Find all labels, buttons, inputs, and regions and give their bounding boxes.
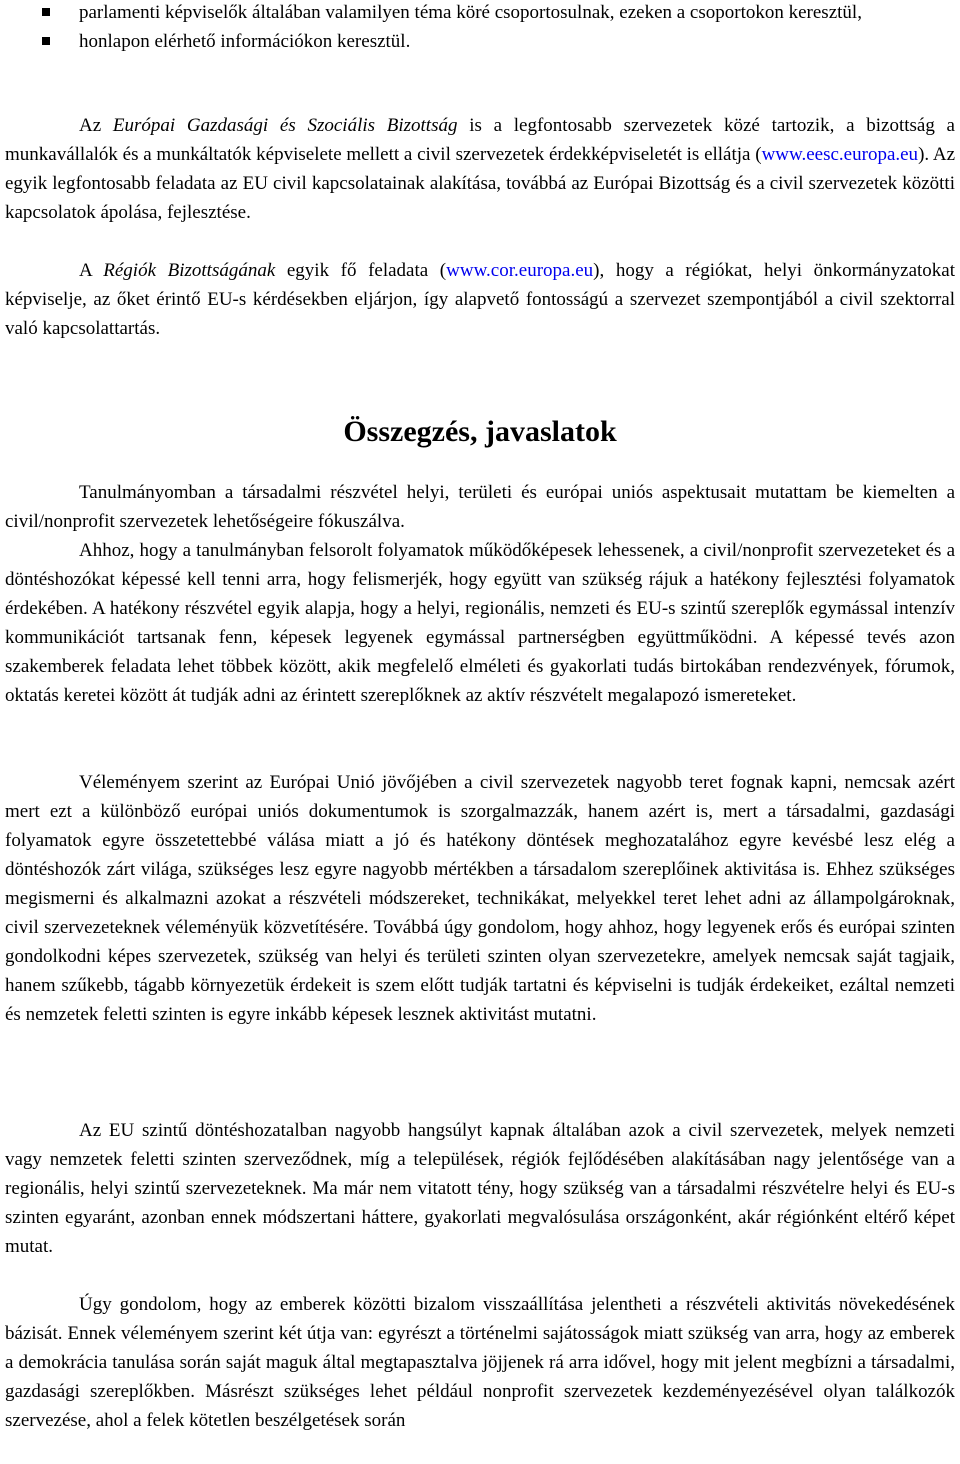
text-run: ), hogy a régiókat, helyi önkormányzatokat képviselje, az őket érintő EU-s kérdésekben eljárjon, így alapvető fontosságú a szervezet szempontjából a civil szektorral való kapcsolattartás. <box>5 260 955 339</box>
paragraph-eesc <box>5 111 955 227</box>
text-run: ). Az egyik legfontosabb feladata az EU civil kapcsolatainak alakítása, továbbá az Európai Bizottság és a civil szervezetek közötti kapcsolatok ápolása, fejlesztése. <box>5 144 955 223</box>
text-run: is a legfontosabb szervezetek közé tartozik, a bizottság a munkavállalók és a munkáltatók képviselete mellett a civil szervezetek érdekképviseletét is ellátja ( <box>5 115 955 165</box>
organization-name: Európai Gazdasági és Szociális Bizottság <box>112 115 458 136</box>
paragraph: Az EU szintű döntéshozatalban nagyobb hangsúlyt kapnak általában azok a civil szervezetek, melyek nemzeti vagy nemzetek feletti szinten szerveződnek, míg a települések, régiók fejlődésében alakításában nagy jelentősége van a regionális, helyi szintű szervezeteknek. Ma már nem vitatott tény, hogy szükség van a társadalmi részvételre helyi és EU-s szinten egyaránt, azonban ennek módszertani háttere, gyakorlati megvalósulása országonként, akár régiónként eltérő képet mutat. <box>5 1120 955 1257</box>
bullet-list <box>0 0 960 56</box>
organization-name: Régiók Bizottságának <box>103 260 276 281</box>
list-item <box>0 27 960 56</box>
paragraph: Úgy gondolom, hogy az emberek közötti bizalom visszaállítása jelentheti a részvételi aktivitás növekedésének bázisát. Ennek véleményem szerint két útja van: egyrészt a történelmi sajátosságok miatt szükség van arra, hogy az emberek a demokrácia tanulása során saját maguk által megtapasztalva jöjjenek rá arra idővel, hogy mit jelent megbízni a társadalmi, gazdasági szereplőkben. Másrészt szükséges lehet például nonprofit szervezetek kezdeményezésével olyan találkozók szervezése, ahol a felek kötetlen beszélgetések során <box>5 1294 955 1431</box>
paragraph-cor <box>5 256 955 343</box>
list-item-text: honlapon elérhető információkon keresztül. <box>79 31 411 52</box>
text-run: A <box>79 260 104 281</box>
text-run: Az <box>79 115 113 136</box>
paragraph: Ahhoz, hogy a tanulmányban felsorolt folyamatok működőképesek lehessenek, a civil/nonprofit szervezeteket és a döntéshozókat képessé kell tenni arra, hogy felismerjék, hogy együtt van szükség rájuk a hatékony fejlesztési folyamatok érdekében. A hatékony részvétel egyik alapja, hogy a helyi, regionális, nemzeti és EU-s szintű szereplők egymással intenzív kommunikációt tartsanak fenn, képesek legyenek egymással partnerségben együttműködni. A képessé tevés azon szakemberek feladata lehet többek között, akik megfelelő elméleti és gyakorlati tudás birtokában rendezvények, fórumok, oktatás keretei között át tudják adni az érintett szereplőknek az aktív részvételt megalapozó ismereteket. <box>5 540 955 706</box>
list-item-text: parlamenti képviselők általában valamilyen téma köré csoportosulnak, ezeken a csoportokon keresztül, <box>79 2 862 23</box>
section-heading: Összegzés, javaslatok <box>343 415 617 448</box>
paragraph: Tanulmányomban a társadalmi részvétel helyi, területi és európai uniós aspektusait mutattam be kiemelten a civil/nonprofit szervezetek lehetőségeire fókuszálva. <box>5 482 955 532</box>
list-item <box>0 0 960 27</box>
text-run: egyik fő feladata ( <box>275 260 447 281</box>
square-bullet-icon <box>42 37 50 45</box>
eesc-link[interactable]: www.eesc.europa.eu <box>761 144 919 165</box>
square-bullet-icon <box>42 8 50 16</box>
cor-link[interactable]: www.cor.europa.eu <box>446 260 594 281</box>
paragraph: Véleményem szerint az Európai Unió jövőjében a civil szervezetek nagyobb teret fognak kapni, nemcsak azért mert ezt a különböző európai uniós dokumentumok is szorgalmazzák, hanem azért is, mert a társadalmi, gazdasági folyamatok egyre összetettebbé válása miatt a jó és hatékony döntések meghozatalához egyre kevésbé lesz elég a döntéshozók zárt világa, szükséges lesz egyre nagyobb mértékben a társadalom szereplőinek aktivitása is. Ehhez szükséges megismerni és alkalmazni azokat a részvételi módszereket, technikákat, melyekkel teret lehet adni az állampolgároknak, civil szervezeteknek véleményük közvetítésére. Továbbá úgy gondolom, hogy ahhoz, hogy legyenek erős és európai szinten gondolkodni képes szervezetek, szükség van helyi és területi szinten olyan szervezetekre, amelyek nemcsak saját tagjaik, hanem szűkebb, tágabb környezetük érdekeit is szem előtt tudják tartatni és képviselni is tudják érdekeiket, ezáltal nemzeti és nemzetek feletti szinten is egyre inkább képesek lesznek aktivitást mutatni. <box>5 772 955 1025</box>
